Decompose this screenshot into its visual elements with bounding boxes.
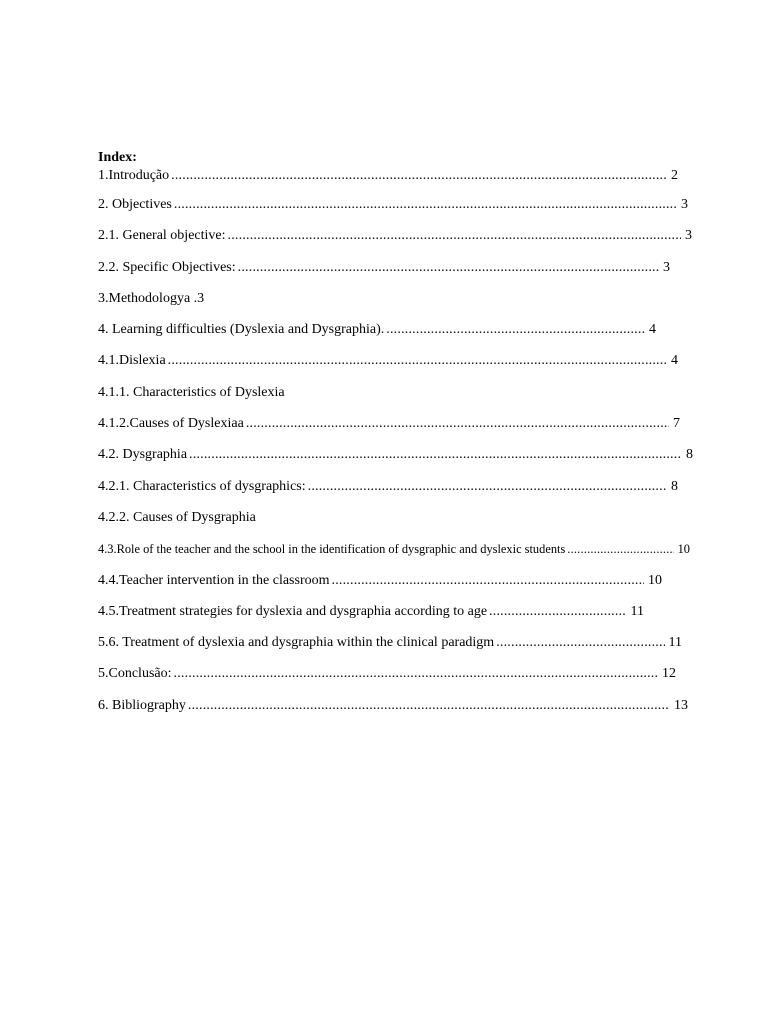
toc-entry-title: 6. Bibliography — [98, 697, 186, 713]
toc-page-number: 3 — [685, 228, 692, 244]
toc-heading: Index: — [98, 150, 137, 165]
toc-page-number: 2 — [671, 168, 678, 183]
toc-dot-leader — [332, 573, 645, 589]
toc-page-number: 12 — [662, 666, 676, 682]
toc-dot-leader — [496, 635, 664, 651]
toc-page-number: 10 — [677, 542, 690, 557]
toc-dot-leader — [174, 666, 659, 682]
toc-dot-leader — [238, 260, 659, 276]
toc-entry-title: 2.2. Specific Objectives: — [98, 259, 236, 275]
toc-dot-leader — [308, 479, 667, 495]
toc-entry[interactable] — [98, 447, 693, 478]
toc-entry[interactable] — [98, 479, 678, 510]
toc-page-number: 11 — [668, 635, 682, 651]
toc-entry[interactable] — [98, 416, 680, 447]
toc-dot-leader — [171, 168, 667, 184]
toc-dot-leader — [174, 197, 677, 213]
toc-page-number: 4 — [649, 322, 656, 338]
toc-dot-leader — [489, 604, 626, 620]
toc-entry-title: 3.Methodologya .3 — [98, 290, 205, 306]
toc-page-number: 13 — [674, 697, 688, 713]
table-of-contents — [98, 150, 698, 729]
toc-entry-title: 4.2.2. Causes of Dysgraphia — [98, 509, 256, 525]
toc-entry[interactable] — [98, 260, 670, 291]
toc-entry[interactable] — [98, 666, 676, 697]
toc-entry[interactable] — [98, 698, 688, 729]
toc-dot-leader — [246, 416, 669, 432]
toc-entry-title: 4.2. Dysgraphia — [98, 447, 188, 463]
toc-entry[interactable] — [98, 573, 662, 604]
toc-dot-leader — [567, 541, 673, 557]
toc-page-number: 11 — [630, 603, 644, 619]
toc-entry-title: 4.2.1. Characteristics of dysgraphics: — [98, 478, 306, 494]
toc-entry-title: 4.1.Dislexia — [98, 353, 166, 369]
toc-dot-leader — [188, 698, 670, 714]
toc-entry-title: 4.5.Treatment strategies for dyslexia and dysgraphia according to age — [98, 603, 488, 619]
toc-entry[interactable] — [98, 322, 656, 353]
toc-entry[interactable] — [98, 291, 698, 322]
toc-entry[interactable] — [98, 197, 688, 228]
toc-entry-title: 4.1.1. Characteristics of Dyslexia — [98, 384, 285, 400]
toc-entry-title: 4.4.Teacher intervention in the classroom — [98, 572, 330, 588]
toc-entry[interactable] — [98, 510, 698, 541]
toc-entry-title: 2.1. General objective: — [98, 228, 226, 244]
toc-entry-title: 5.Conclusão: — [98, 666, 172, 682]
toc-entry[interactable] — [98, 541, 690, 572]
toc-page-number: 8 — [671, 478, 678, 494]
toc-list — [98, 168, 698, 729]
toc-entry[interactable] — [98, 353, 678, 384]
toc-page-number: 10 — [648, 572, 662, 588]
toc-entry[interactable] — [98, 228, 692, 259]
toc-page-number: 3 — [681, 197, 688, 212]
toc-dot-leader — [386, 322, 645, 338]
toc-entry[interactable] — [98, 635, 682, 666]
toc-page-number: 8 — [686, 447, 693, 463]
toc-entry-title: 4. Learning difficulties (Dyslexia and Dysgraphia). — [98, 322, 385, 338]
toc-dot-leader — [189, 447, 682, 463]
toc-page-number: 7 — [673, 416, 680, 432]
toc-entry-title: 2. Objectives — [98, 197, 172, 212]
toc-entry[interactable] — [98, 385, 698, 416]
toc-dot-leader — [228, 228, 681, 244]
toc-page-number: 4 — [671, 353, 678, 369]
toc-entry-title: 1.Introdução — [98, 168, 170, 183]
toc-entry-title: 4.1.2.Causes of Dyslexiaa — [98, 416, 244, 432]
toc-page-number: 3 — [663, 259, 670, 275]
toc-entry[interactable] — [98, 168, 678, 197]
toc-entry-title: 4.3.Role of the teacher and the school in the identification of dysgraphic and dyslexic students — [98, 542, 566, 557]
toc-dot-leader — [168, 353, 667, 369]
toc-entry[interactable] — [98, 604, 644, 635]
toc-entry-title: 5.6. Treatment of dyslexia and dysgraphia within the clinical paradigm — [98, 635, 495, 651]
